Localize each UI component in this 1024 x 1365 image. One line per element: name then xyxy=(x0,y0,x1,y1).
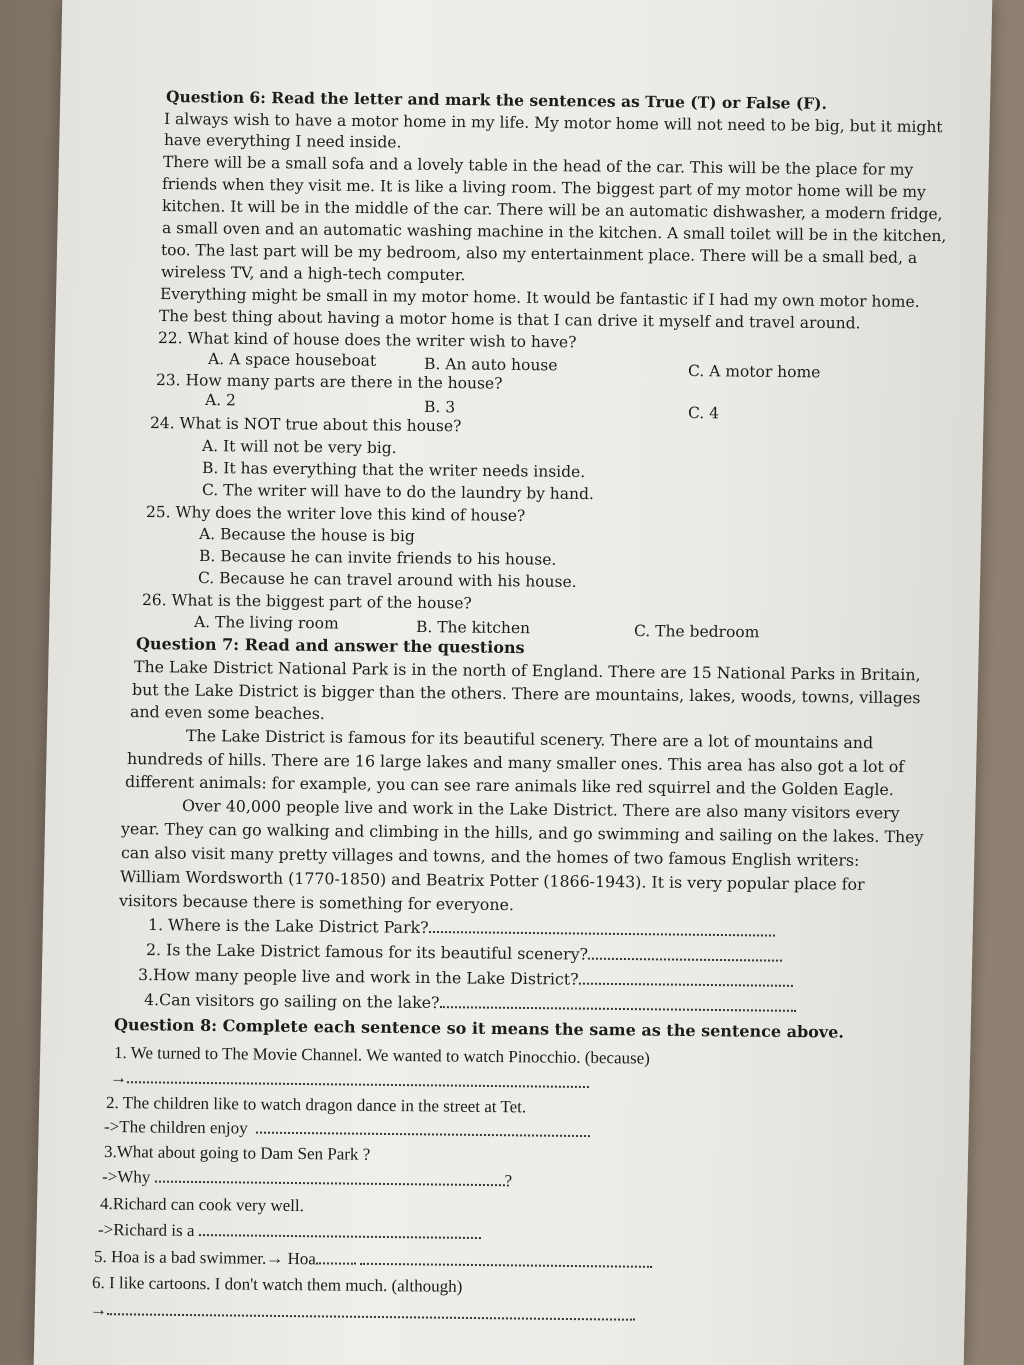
q7-line: William Wordsworth (1770-1850) and Beatrix Potter (1866-1943). It is very popular place for xyxy=(119,867,865,894)
q7-line: can also visit many pretty villages and towns, and the homes of two famous English writers: xyxy=(120,843,860,870)
q24-option-b: B. It has everything that the writer needs inside. xyxy=(201,459,586,482)
q6-line: a small oven and an automatic washing machine in the kitchen. A small toilet will be in the kitchen, xyxy=(161,219,947,246)
q6-line: friends when they visit me. It is like a living room. The biggest part of my motor home will be my xyxy=(161,175,926,201)
q25-option-b: B. Because he can invite friends to his house. xyxy=(198,547,557,569)
q8-answer-2: ->The children enjoy xyxy=(104,1117,590,1142)
q7-question-4: 4.Can visitors go sailing on the lake? xyxy=(144,991,796,1017)
q6-line: Everything might be small in my motor home. It would be fantastic if I had my own motor home. xyxy=(159,285,920,311)
q25-option-a: A. Because the house is big xyxy=(198,525,415,546)
q22-option-b: B. An auto house xyxy=(423,355,558,375)
q7-line: visitors because there is something for everyone. xyxy=(118,891,515,915)
q7-line: Over 40,000 people live and work in the Lake District. There are also many visitors every xyxy=(181,796,900,823)
q6-heading: Question 6: Read the letter and mark the sentences as True (T) or False (F). xyxy=(165,87,828,113)
q22-option-c: C. A motor home xyxy=(687,362,821,382)
q7-line: The Lake District is famous for its beautiful scenery. There are a lot of mountains and xyxy=(185,726,874,753)
q7-question-1: 1. Where is the Lake District Park? xyxy=(148,916,775,942)
q8-sentence-1: 1. We turned to The Movie Channel. We wanted to watch Pinocchio. (because) xyxy=(113,1043,651,1068)
q6-line: wireless TV, and a high-tech computer. xyxy=(160,263,466,285)
q7-line: but the Lake District is bigger than the others. There are mountains, lakes, woods, towns, villages xyxy=(131,680,921,708)
q8-sentence-2: 2. The children like to watch dragon dance in the street at Tet. xyxy=(105,1093,527,1117)
q6-line: have everything I need inside. xyxy=(163,131,402,152)
q6-line: I always wish to have a motor home in my life. My motor home will not need to be big, but it might xyxy=(163,110,943,137)
q24-option-a: A. It will not be very big. xyxy=(201,437,397,458)
q7-line: year. They can go walking and climbing in the hills, and go swimming and sailing on the lakes. They xyxy=(120,819,924,847)
q26-option-b: B. The kitchen xyxy=(415,618,531,638)
q6-line: There will be a small sofa and a lovely table in the head of the car. This will be the place for my xyxy=(162,153,914,179)
q23-option-c: C. 4 xyxy=(687,404,720,423)
q7-line: different animals: for example, you can see rare animals like red squirrel and the Golden Eagle. xyxy=(124,772,894,800)
q7-question-3: 3.How many people live and work in the Lake District? xyxy=(138,966,793,992)
question-25: 25. Why does the writer love this kind of house? xyxy=(145,503,526,525)
q24-option-c: C. The writer will have to do the laundry by hand. xyxy=(201,481,594,504)
q26-option-c: C. The bedroom xyxy=(633,622,760,642)
q8-sentence-5: 5. Hoa is a bad swimmer.→ Hoa xyxy=(94,1247,652,1273)
q8-sentence-4: 4.Richard can cook very well. xyxy=(99,1194,305,1216)
q7-line: and even some beaches. xyxy=(129,702,325,724)
q25-option-c: C. Because he can travel around with his house. xyxy=(197,569,577,591)
q8-answer-4: ->Richard is a xyxy=(98,1220,481,1244)
q8-answer-3: ->Why ? xyxy=(101,1167,513,1191)
question-24: 24. What is NOT true about this house? xyxy=(149,414,462,436)
q8-heading: Question 8: Complete each sentence so it means the same as the sentence above. xyxy=(113,1015,845,1042)
question-23: 23. How many parts are there in the house? xyxy=(155,371,503,393)
q8-answer-6: → xyxy=(90,1300,635,1326)
q7-heading: Question 7: Read and answer the questions xyxy=(135,634,525,658)
q22-option-a: A. A space houseboat xyxy=(207,350,377,370)
q8-sentence-6: 6. I like cartoons. I don't watch them much. (although) xyxy=(91,1273,463,1296)
q23-option-a: A. 2 xyxy=(204,391,237,410)
q26-option-a: A. The living room xyxy=(193,613,339,633)
q23-option-b: B. 3 xyxy=(423,398,456,417)
q7-line: The Lake District National Park is in the north of England. There are 15 National Parks in Britain, xyxy=(133,657,921,685)
question-26: 26. What is the biggest part of the house? xyxy=(141,591,472,613)
question-22: 22. What kind of house does the writer wish to have? xyxy=(157,329,577,352)
q7-line: hundreds of hills. There are 16 large lakes and many smaller ones. This area has also got a lot of xyxy=(126,749,905,777)
q6-line: The best thing about having a motor home is that I can drive it myself and travel around. xyxy=(158,307,861,333)
q8-answer-1: → xyxy=(110,1068,589,1093)
q7-question-2: 2. Is the Lake District famous for its beautiful scenery? xyxy=(146,941,782,967)
q6-line: too. The last part will be my bedroom, also my entertainment place. There will be a small bed, a xyxy=(160,241,918,267)
q6-line: kitchen. It will be in the middle of the car. There will be an automatic dishwasher, a modern fridge, xyxy=(161,197,943,224)
q8-sentence-3: 3.What about going to Dam Sen Park ? xyxy=(103,1142,371,1164)
